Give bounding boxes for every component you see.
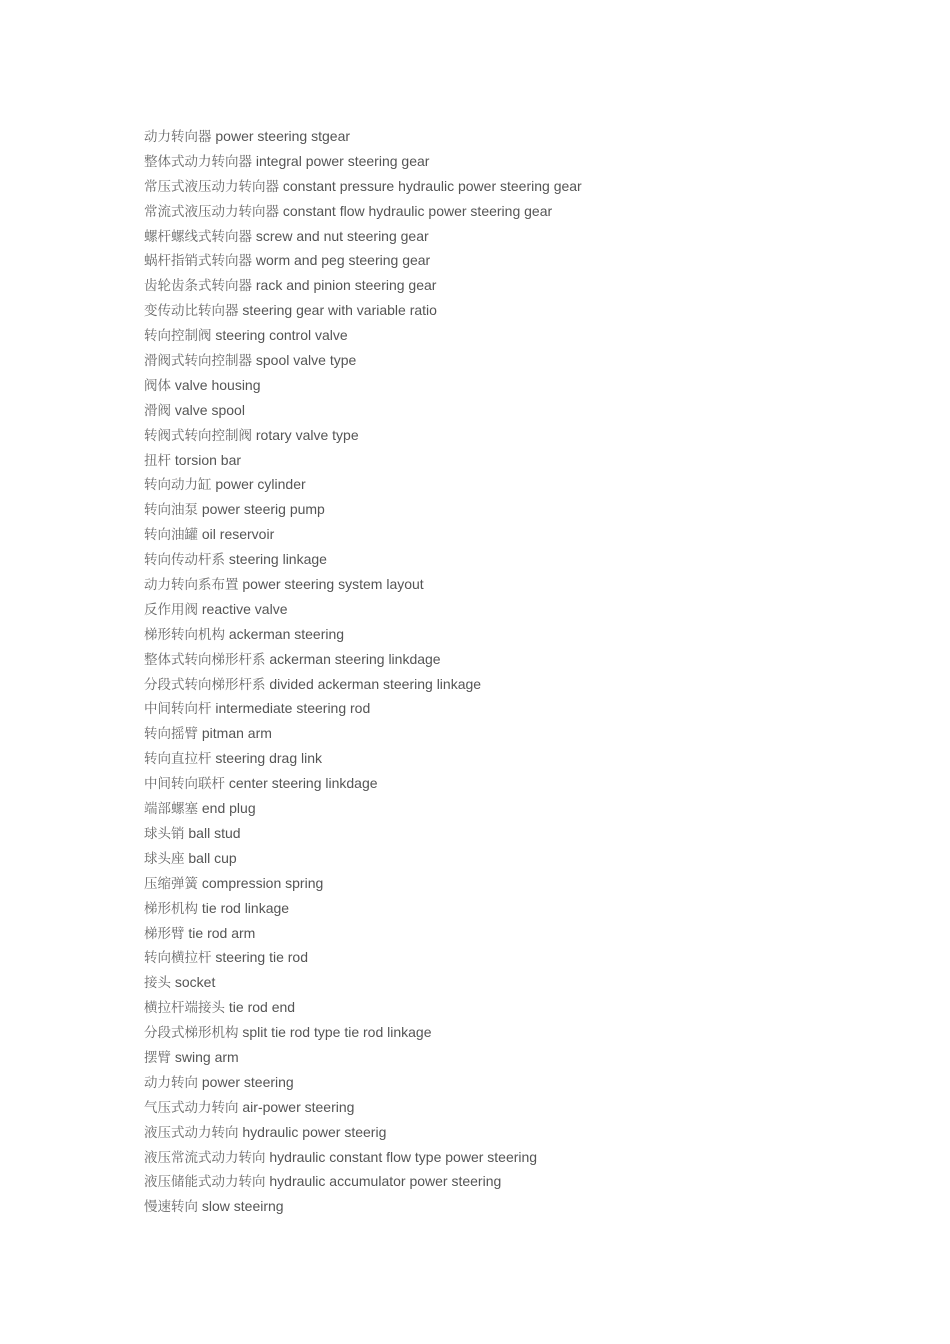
glossary-entry: [144, 398, 864, 423]
term-english: end plug: [201, 800, 256, 817]
term-english: divided ackerman steering linkage: [269, 675, 482, 692]
term-english: power cylinder: [215, 476, 306, 493]
term-chinese: 动力转向器: [144, 129, 212, 145]
term-english: integral power steering gear: [255, 152, 430, 169]
term-english: power steerig pump: [201, 501, 325, 518]
glossary-list: [144, 124, 864, 1219]
term-english: steering gear with variable ratio: [242, 302, 437, 319]
term-english: screw and nut steering gear: [255, 227, 429, 244]
term-english: valve housing: [174, 376, 261, 393]
term-chinese: 整体式转向梯形杆系: [144, 651, 266, 668]
glossary-entry: [144, 647, 864, 672]
term-chinese: 整体式动力转向器: [144, 153, 252, 170]
glossary-entry: [144, 771, 864, 796]
term-english: air-power steering: [242, 1098, 355, 1115]
glossary-entry: [144, 1020, 864, 1045]
glossary-entry: [144, 273, 864, 298]
term-chinese: 液压式动力转向: [144, 1124, 239, 1141]
term-english: spool valve type: [255, 352, 357, 369]
term-chinese: 转向直拉杆: [144, 751, 212, 768]
term-chinese: 转向油罐: [144, 527, 198, 544]
term-chinese: 常流式液压动力转向器: [144, 203, 279, 220]
term-english: reactive valve: [201, 600, 288, 617]
term-english: tie rod linkage: [201, 899, 290, 916]
glossary-entry: [144, 224, 864, 249]
term-chinese: 转向油泵: [144, 502, 198, 519]
term-chinese: 球头销: [144, 825, 185, 842]
term-english: compression spring: [201, 874, 324, 891]
glossary-entry: [144, 448, 864, 473]
glossary-entry: [144, 323, 864, 348]
term-english: rotary valve type: [255, 426, 359, 443]
term-chinese: 齿轮齿条式转向器: [144, 278, 252, 295]
term-english: steering control valve: [215, 327, 348, 344]
term-chinese: 液压储能式动力转向: [144, 1174, 266, 1191]
glossary-entry: [144, 696, 864, 721]
term-chinese: 变传动比转向器: [144, 303, 239, 320]
glossary-entry: [144, 149, 864, 174]
term-english: split tie rod type tie rod linkage: [242, 1024, 432, 1041]
term-chinese: 梯形臂: [144, 925, 185, 942]
glossary-entry: [144, 622, 864, 647]
glossary-entry: [144, 597, 864, 622]
glossary-entry: [144, 1169, 864, 1194]
glossary-entry: [144, 796, 864, 821]
term-chinese: 蜗杆指销式转向器: [144, 253, 252, 270]
glossary-entry: [144, 1194, 864, 1219]
term-chinese: 扭杆: [144, 452, 171, 469]
term-english: pitman arm: [201, 725, 272, 742]
term-chinese: 慢速转向: [144, 1199, 198, 1216]
glossary-entry: [144, 970, 864, 995]
term-chinese: 转阀式转向控制阀: [144, 427, 252, 444]
glossary-entry: [144, 199, 864, 224]
term-chinese: 转向动力缸: [144, 477, 212, 494]
term-english: rack and pinion steering gear: [255, 277, 437, 294]
term-english: power steering stgear: [215, 128, 351, 144]
term-chinese: 气压式动力转向: [144, 1099, 239, 1116]
term-english: oil reservoir: [201, 526, 275, 543]
glossary-entry: [144, 746, 864, 771]
glossary-entry: [144, 1045, 864, 1070]
term-english: tie rod end: [228, 999, 296, 1016]
term-chinese: 转向传动杆系: [144, 552, 225, 569]
term-english: hydraulic power steerig: [242, 1123, 387, 1140]
term-english: tie rod arm: [188, 924, 256, 941]
term-chinese: 液压常流式动力转向: [144, 1149, 266, 1166]
term-english: ackerman steering: [228, 625, 345, 642]
term-english: hydraulic constant flow type power steering: [269, 1148, 538, 1165]
term-chinese: 梯形转向机构: [144, 626, 225, 643]
term-english: ball stud: [188, 824, 241, 841]
term-english: power steering: [201, 1073, 294, 1090]
glossary-entry: [144, 348, 864, 373]
glossary-entry: [144, 373, 864, 398]
term-english: ball cup: [188, 849, 237, 866]
term-chinese: 阀体: [144, 377, 171, 394]
glossary-entry: [144, 174, 864, 199]
glossary-entry: [144, 423, 864, 448]
glossary-entry: [144, 547, 864, 572]
term-chinese: 转向控制阀: [144, 328, 212, 345]
glossary-entry: [144, 871, 864, 896]
glossary-entry: [144, 497, 864, 522]
glossary-entry: [144, 821, 864, 846]
term-english: steering drag link: [215, 750, 323, 767]
term-english: socket: [174, 974, 216, 991]
term-english: valve spool: [174, 401, 245, 418]
term-english: hydraulic accumulator power steering: [269, 1173, 502, 1190]
term-english: power steering system layout: [242, 576, 424, 593]
glossary-entry: [144, 522, 864, 547]
term-english: torsion bar: [174, 451, 242, 468]
glossary-entry: [144, 721, 864, 746]
term-chinese: 中间转向杆: [144, 701, 212, 718]
term-chinese: 摆臂: [144, 1049, 171, 1066]
term-english: worm and peg steering gear: [255, 252, 431, 269]
term-chinese: 分段式梯形机构: [144, 1025, 239, 1042]
glossary-entry: [144, 472, 864, 497]
glossary-entry: [144, 1145, 864, 1170]
glossary-entry: [144, 846, 864, 871]
glossary-entry: [144, 572, 864, 597]
term-chinese: 中间转向联杆: [144, 776, 225, 793]
term-chinese: 常压式液压动力转向器: [144, 178, 279, 195]
term-english: steering linkage: [228, 551, 327, 568]
term-chinese: 动力转向系布置: [144, 577, 239, 594]
glossary-entry: [144, 1070, 864, 1095]
term-chinese: 梯形机构: [144, 900, 198, 917]
term-english: constant flow hydraulic power steering gear: [282, 202, 553, 219]
term-chinese: 动力转向: [144, 1074, 198, 1091]
glossary-entry: [144, 1095, 864, 1120]
term-chinese: 滑阀式转向控制器: [144, 353, 252, 370]
term-english: center steering linkdage: [228, 775, 378, 792]
term-chinese: 转向摇臂: [144, 726, 198, 743]
glossary-entry: [144, 124, 864, 149]
term-chinese: 横拉杆端接头: [144, 1000, 225, 1017]
term-chinese: 螺杆螺线式转向器: [144, 228, 252, 245]
term-chinese: 压缩弹簧: [144, 875, 198, 892]
term-english: constant pressure hydraulic power steering gear: [282, 177, 582, 194]
glossary-entry: [144, 896, 864, 921]
term-chinese: 接头: [144, 975, 171, 992]
term-chinese: 端部螺塞: [144, 801, 198, 818]
term-chinese: 分段式转向梯形杆系: [144, 676, 266, 693]
glossary-entry: [144, 298, 864, 323]
glossary-entry: [144, 1120, 864, 1145]
glossary-entry: [144, 995, 864, 1020]
term-english: ackerman steering linkdage: [269, 650, 441, 667]
glossary-entry: [144, 945, 864, 970]
term-chinese: 滑阀: [144, 402, 171, 419]
glossary-entry: [144, 248, 864, 273]
term-english: steering tie rod: [215, 949, 308, 966]
glossary-entry: [144, 921, 864, 946]
term-english: intermediate steering rod: [215, 700, 371, 717]
term-chinese: 球头座: [144, 850, 185, 867]
glossary-entry: [144, 672, 864, 697]
term-english: slow steeirng: [201, 1198, 284, 1215]
term-english: swing arm: [174, 1048, 239, 1065]
term-chinese: 转向横拉杆: [144, 950, 212, 967]
term-chinese: 反作用阀: [144, 601, 198, 618]
